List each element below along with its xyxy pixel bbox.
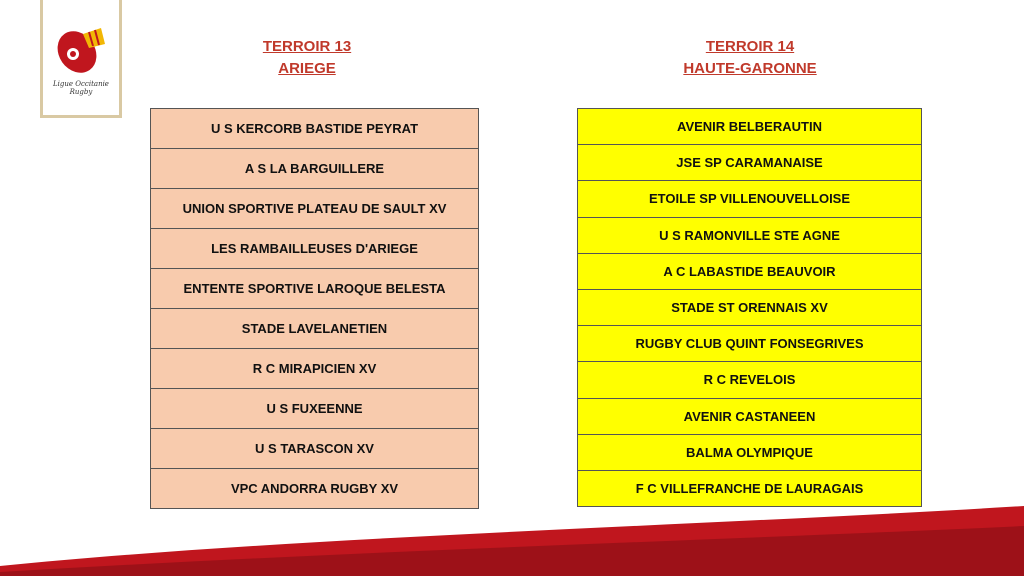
list-item: JSE SP CARAMANAISE	[577, 145, 922, 181]
list-item: VPC ANDORRA RUGBY XV	[150, 469, 479, 509]
list-item: LES RAMBAILLEUSES D'ARIEGE	[150, 229, 479, 269]
right-heading-line2: HAUTE-GARONNE	[683, 60, 817, 77]
left-heading-line2: ARIEGE	[278, 60, 336, 77]
left-heading-line1: TERROIR 13	[262, 38, 352, 55]
logo-caption: Ligue Occitanie Rugby	[53, 80, 109, 96]
list-item: STADE ST ORENNAIS XV	[577, 290, 922, 326]
list-item: F C VILLEFRANCHE DE LAURAGAIS	[577, 471, 922, 507]
list-item: AVENIR BELBERAUTIN	[577, 109, 922, 145]
list-item: ENTENTE SPORTIVE LAROQUE BELESTA	[150, 269, 479, 309]
list-item: U S KERCORB BASTIDE PEYRAT	[150, 109, 479, 149]
list-item: BALMA OLYMPIQUE	[577, 435, 922, 471]
list-item: U S FUXEENNE	[150, 389, 479, 429]
list-item: A S LA BARGUILLERE	[150, 149, 479, 189]
right-club-list	[577, 108, 922, 507]
right-heading	[660, 36, 840, 80]
list-item: R C MIRAPICIEN XV	[150, 349, 479, 389]
decorative-swoosh	[0, 496, 1024, 576]
rugby-ball-icon	[49, 22, 113, 80]
left-heading	[240, 36, 374, 80]
right-heading-line1: TERROIR 14	[705, 38, 795, 55]
list-item: AVENIR CASTANEEN	[577, 399, 922, 435]
list-item: ETOILE SP VILLENOUVELLOISE	[577, 181, 922, 217]
list-item: UNION SPORTIVE PLATEAU DE SAULT XV	[150, 189, 479, 229]
list-item: U S RAMONVILLE STE AGNE	[577, 218, 922, 254]
list-item: R C REVELOIS	[577, 362, 922, 398]
list-item: RUGBY CLUB QUINT FONSEGRIVES	[577, 326, 922, 362]
list-item: STADE LAVELANETIEN	[150, 309, 479, 349]
left-club-list	[150, 108, 479, 509]
logo	[40, 0, 122, 118]
list-item: A C LABASTIDE BEAUVOIR	[577, 254, 922, 290]
list-item: U S TARASCON XV	[150, 429, 479, 469]
